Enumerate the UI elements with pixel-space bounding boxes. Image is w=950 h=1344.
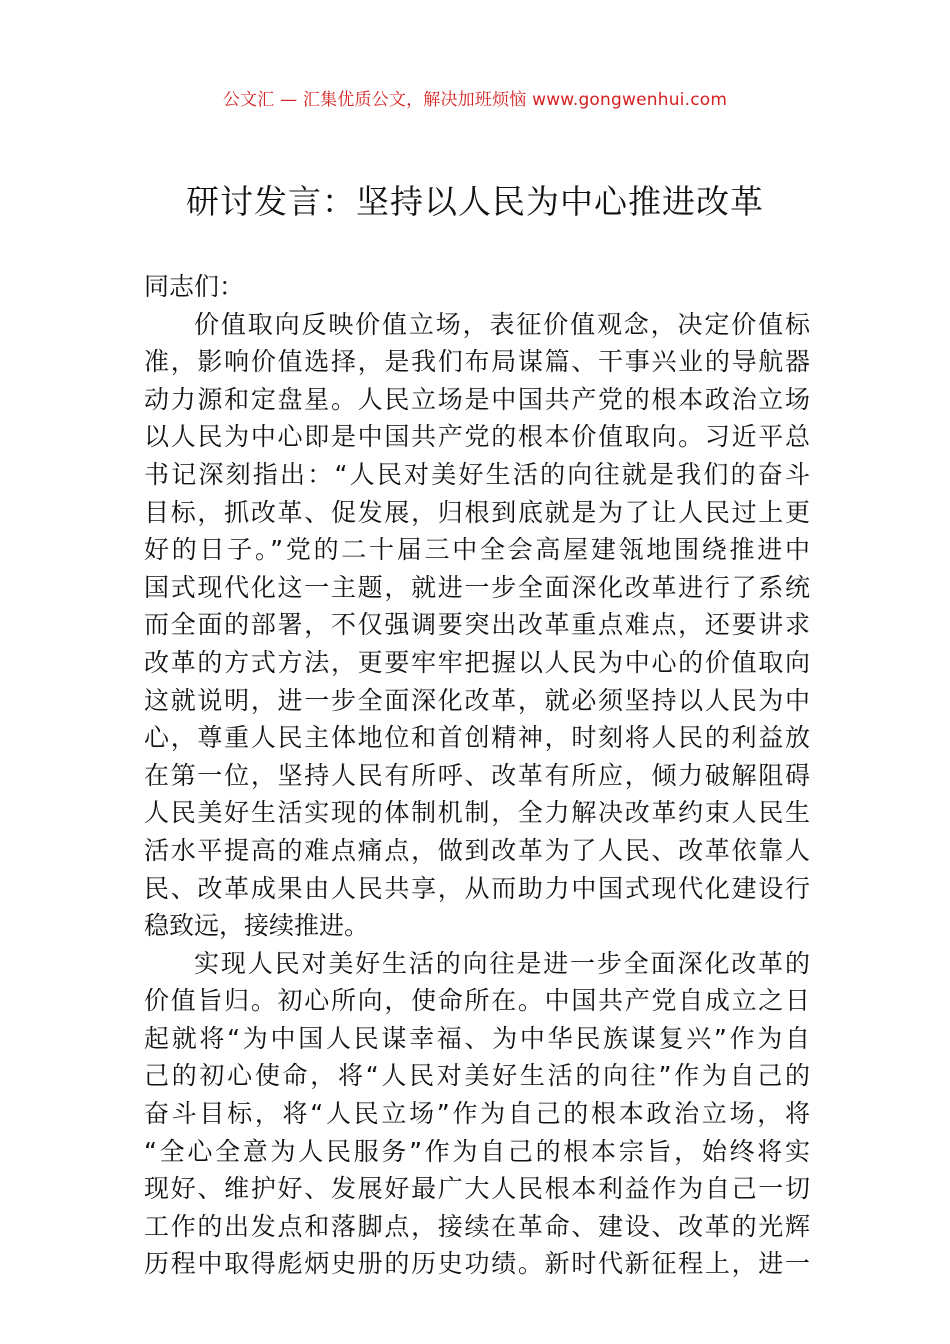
paragraph-line: 稳致远，接续推进。	[144, 911, 370, 941]
header-banner: 公文汇 — 汇集优质公文，解决加班烦恼 www.gongwenhui.com	[222, 90, 728, 110]
paragraph-line: 己的初心使命，将“人民对美好生活的向往”作为自己的	[144, 1061, 810, 1091]
paragraph-line: 实现人民对美好生活的向往是进一步全面深化改革的	[194, 948, 810, 978]
paragraph-line: 这就说明，进一步全面深化改革，就必须坚持以人民为中	[144, 685, 810, 715]
paragraph-line: 现好、维护好、发展好最广大人民根本利益作为自己一切	[144, 1174, 810, 1204]
paragraph-line: 工作的出发点和落脚点，接续在革命、建设、改革的光辉	[144, 1211, 810, 1241]
paragraph-line: 书记深刻指出：“人民对美好生活的向往就是我们的奋斗	[144, 459, 810, 489]
paragraph-line: 国式现代化这一主题，就进一步全面深化改革进行了系统	[144, 572, 810, 602]
paragraph-line: 起就将“为中国人民谋幸福、为中华民族谋复兴”作为自	[144, 1023, 810, 1053]
paragraph-line: 在第一位，坚持人民有所呼、改革有所应，倾力破解阻碍	[144, 760, 810, 790]
paragraph-line: 价值取向反映价值立场，表征价值观念，决定价值标	[194, 309, 810, 339]
paragraph-line: 活水平提高的难点痛点，做到改革为了人民、改革依靠人	[144, 835, 810, 865]
paragraph-line: 改革的方式方法，更要牢牢把握以人民为中心的价值取向	[144, 647, 810, 677]
paragraph-line: 历程中取得彪炳史册的历史功绩。新时代新征程上，进一	[144, 1249, 810, 1279]
document-title: 研讨发言：坚持以人民为中心推进改革	[186, 182, 764, 221]
paragraph-line: 奋斗目标，将“人民立场”作为自己的根本政治立场，将	[144, 1099, 810, 1129]
paragraph-line: 好的日子。”党的二十届三中全会高屋建瓴地围绕推进中	[144, 535, 810, 565]
paragraph-line: “全心全意为人民服务”作为自己的根本宗旨，始终将实	[144, 1136, 810, 1166]
paragraph-line: 目标，抓改革、促发展，归根到底就是为了让人民过上更	[144, 497, 810, 527]
paragraph-line: 动力源和定盘星。人民立场是中国共产党的根本政治立场	[144, 384, 810, 414]
salutation: 同志们：	[144, 272, 245, 301]
paragraph-line: 准，影响价值选择，是我们布局谋篇、干事兴业的导航器	[144, 347, 810, 377]
paragraph-line: 价值旨归。初心所向，使命所在。中国共产党自成立之日	[144, 986, 810, 1016]
paragraph-line: 心，尊重人民主体地位和首创精神，时刻将人民的利益放	[144, 723, 810, 753]
paragraph-line: 民、改革成果由人民共享，从而助力中国式现代化建设行	[144, 873, 810, 903]
paragraph-line: 人民美好生活实现的体制机制，全力解决改革约束人民生	[144, 798, 810, 828]
document-body	[144, 268, 810, 1283]
paragraph-line: 以人民为中心即是中国共产党的根本价值取向。习近平总	[144, 422, 810, 452]
paragraph-line: 而全面的部署，不仅强调要突出改革重点难点，还要讲求	[144, 610, 810, 640]
